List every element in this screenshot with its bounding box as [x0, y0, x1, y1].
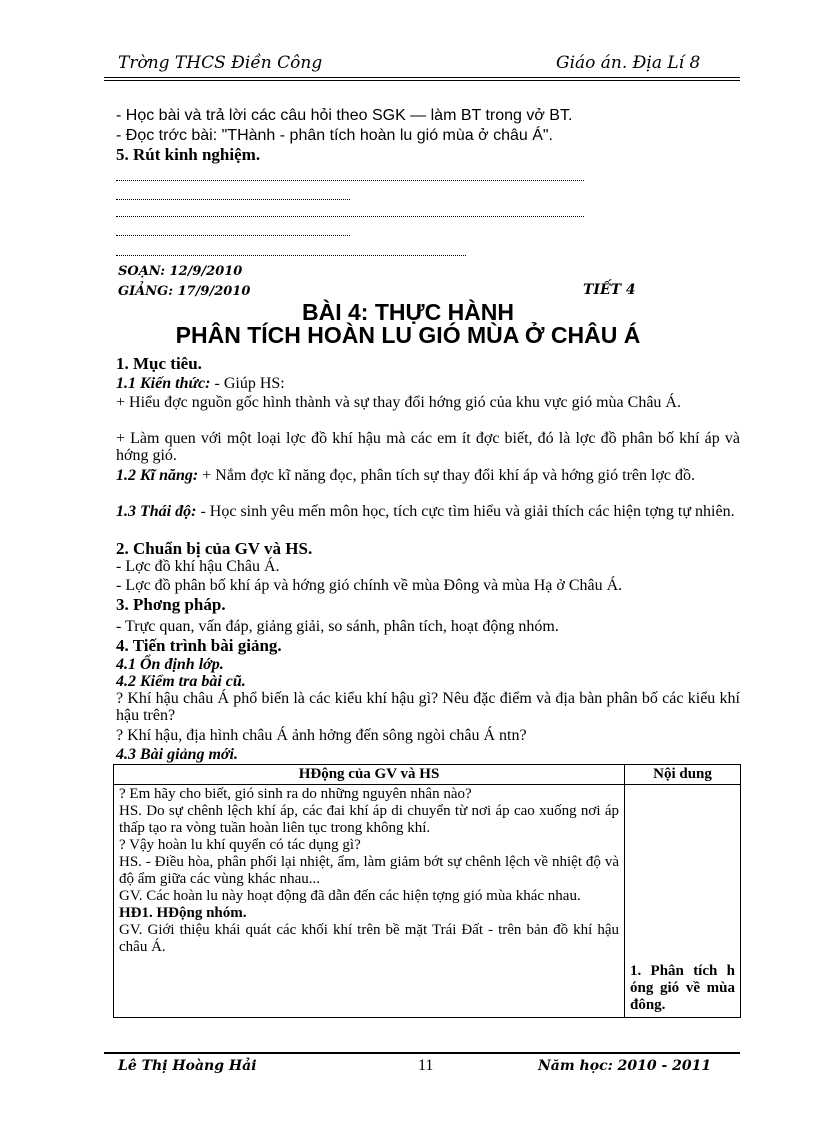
attitude-label: 1.3 Thái độ:: [116, 503, 197, 520]
check-question: ? Khí hậu châu Á phổ biến là các kiểu khí hậu gì? Nêu đặc điểm và địa bàn phân bố các kiểu khí hậu trên?: [116, 690, 740, 724]
lesson-number: TIẾT 4: [583, 282, 636, 298]
giang-date: GIẢNG: 17/9/2010: [118, 284, 251, 299]
footer-author: Lê Thị Hoàng Hải: [118, 1058, 257, 1074]
attitude-line: [116, 503, 740, 520]
activity-line: ? Em hãy cho biết, gió sinh ra do những nguyên nhân nào?: [119, 786, 472, 802]
footer-rule: [104, 1052, 740, 1054]
knowledge-item: + Làm quen với một loại lợc đồ khí hậu mà các em ít đợc biết, đó là lợc đồ phân bố khí áp và hớng gió.: [116, 430, 740, 464]
lesson-title-line1: BÀI 4: THỰC HÀNH: [301, 299, 515, 325]
activity-line: HĐ1. HĐộng nhóm.: [119, 905, 247, 921]
skill-line: [116, 467, 740, 484]
prep-heading: 2. Chuẩn bị của GV và HS.: [116, 539, 313, 558]
activity-column-header: HĐộng của GV và HS: [114, 765, 625, 785]
knowledge-item: + Hiểu đợc nguồn gốc hình thành và sự thay đổi hớng gió của khu vực gió mùa Châu Á.: [116, 394, 681, 411]
knowledge-line: [116, 375, 740, 392]
note-line: [116, 199, 350, 200]
check-question: ? Khí hậu, địa hình châu Á ảnh hởng đến sông ngòi châu Á ntn?: [116, 727, 527, 744]
activity-line: HS. - Điều hòa, phân phối lại nhiệt, ẩm, làm giảm bớt sự chênh lệch về nhiệt độ và độ ẩm giữa các vùng khác nhau...: [119, 854, 619, 887]
method-heading: 3. Phơng pháp.: [116, 595, 226, 614]
homework-line: - Đọc trớc bài: "THành - phân tích hoàn lu gió mùa ở châu Á".: [116, 127, 553, 144]
header-rule: [104, 77, 740, 81]
review-heading: 5. Rút kinh nghiệm.: [116, 145, 261, 164]
prep-item: - Lợc đồ khí hậu Châu Á.: [116, 558, 280, 575]
note-line: [116, 216, 584, 217]
attitude-text: - Học sinh yêu mến môn học, tích cực tìm hiểu và giải thích các hiện tợng tự nhiên.: [196, 503, 735, 520]
content-cell: [625, 785, 741, 1018]
header-subject: Giáo án. Địa Lí 8: [556, 53, 701, 73]
note-line: [116, 235, 350, 236]
footer-year: Năm học: 2010 - 2011: [538, 1058, 712, 1074]
knowledge-label: 1.1 Kiến thức:: [116, 375, 211, 392]
lesson-table: [113, 764, 741, 1018]
note-line: [116, 180, 584, 181]
content-text: 1. Phân tích h óng gió về mùa đông.: [630, 963, 735, 1013]
page-number: 11: [418, 1057, 434, 1074]
homework-line: - Học bài và trả lời các câu hỏi theo SGK — làm BT trong vở BT.: [116, 107, 573, 124]
table-header-row: [114, 765, 741, 785]
method-text: - Trực quan, vấn đáp, giảng giải, so sánh, phân tích, hoạt động nhóm.: [116, 618, 559, 635]
activity-cell: [114, 785, 625, 1018]
objectives-heading: 1. Mục tiêu.: [116, 354, 202, 373]
skill-label: 1.2 Kĩ năng:: [116, 467, 199, 484]
check-heading: 4.2 Kiểm tra bài cũ.: [116, 673, 246, 690]
activity-line: GV. Giới thiệu khái quát các khối khí trên bề mặt Trái Đất - trên bản đồ khí hậu châu Á.: [119, 922, 619, 955]
header-school: Trờng THCS Điền Công: [118, 53, 323, 73]
new-lesson-heading: 4.3 Bài giảng mới.: [116, 746, 238, 763]
content-column-header: Nội dung: [625, 765, 741, 785]
stabilize-heading: 4.1 Ổn định lớp.: [116, 656, 224, 673]
activity-line: HS. Do sự chênh lệch khí áp, các đai khí áp di chuyển từ nơi áp cao xuống nơi áp thấp tạo ra vòng tuần hoàn liên tục trong không khí.: [119, 803, 619, 836]
activity-line: GV. Các hoàn lu này hoạt động đã dẫn đến các hiện tợng gió mùa khác nhau.: [119, 888, 581, 904]
process-heading: 4. Tiến trình bài giảng.: [116, 636, 282, 655]
knowledge-intro: - Giúp HS:: [210, 375, 285, 392]
table-row: [114, 785, 741, 1018]
lesson-title-line2: PHÂN TÍCH HOÀN LU GIÓ MÙA Ở CHÂU Á: [175, 322, 641, 348]
note-line: [116, 255, 466, 256]
skill-text: + Nắm đợc kĩ năng đọc, phân tích sự thay đổi khí áp và hớng gió trên lợc đồ.: [198, 467, 696, 484]
prep-item: - Lợc đồ phân bố khí áp và hớng gió chính về mùa Đông và mùa Hạ ở Châu Á.: [116, 577, 623, 594]
activity-line: ? Vậy hoàn lu khí quyển có tác dụng gì?: [119, 837, 361, 853]
soan-date: SOẠN: 12/9/2010: [118, 264, 243, 279]
